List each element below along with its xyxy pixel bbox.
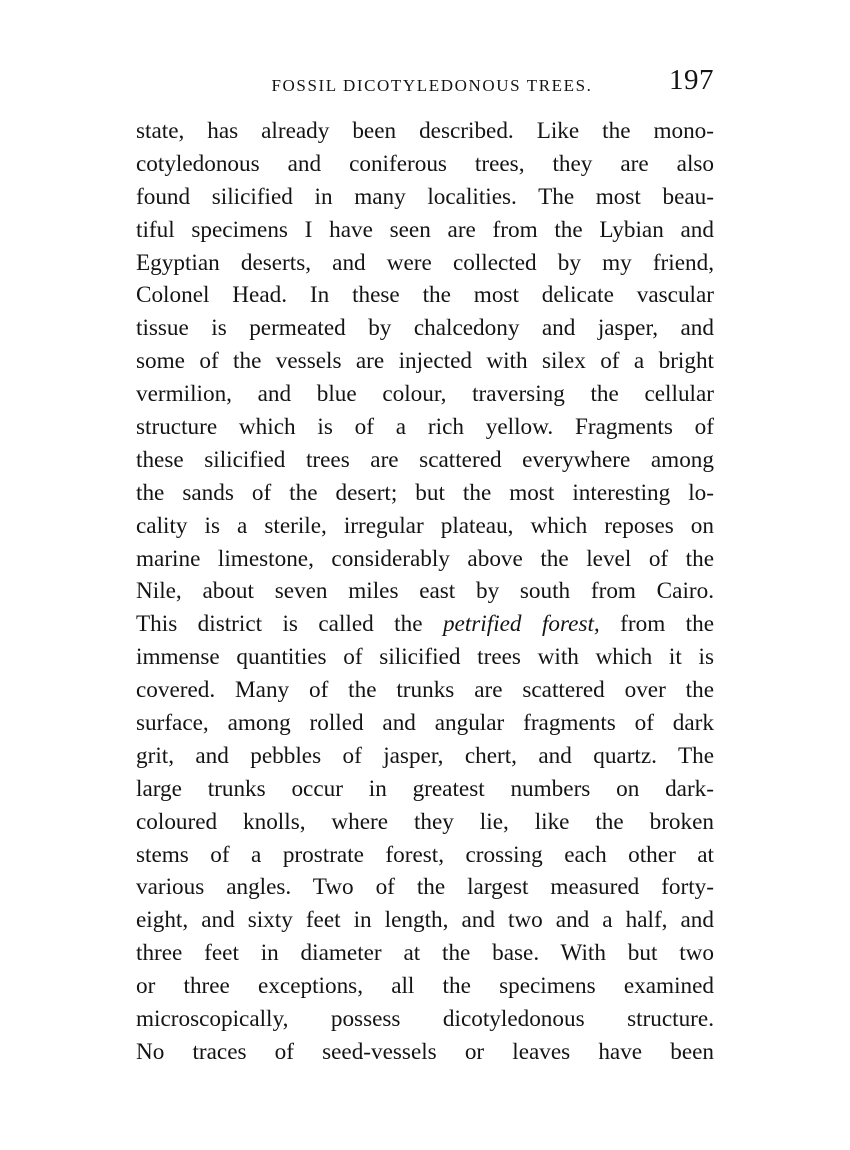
text-line: these silicified trees are scattered everywhere among <box>136 446 714 473</box>
running-head <box>136 60 714 100</box>
text-line: or three exceptions, all the specimens examined <box>136 973 714 1000</box>
text-line: state, has already been described. Like the mono- <box>136 118 714 144</box>
text-line: large trunks occur in greatest numbers on dark- <box>136 775 714 802</box>
text-line: vermilion, and blue colour, traversing the cellular <box>136 381 714 408</box>
text-line: stems of a prostrate forest, crossing each other at <box>136 841 714 868</box>
text-line: structure which is of a rich yellow. Fragments of <box>136 414 714 441</box>
text-line: coloured knolls, where they lie, like the broken <box>136 808 714 835</box>
body-text <box>136 115 714 1069</box>
text-line: Nile, about seven miles east by south from Cairo. <box>136 578 714 605</box>
text-span: from the <box>599 611 714 638</box>
text-line: some of the vessels are injected with silex of a bright <box>136 348 714 375</box>
text-line: marine limestone, considerably above the level of the <box>136 545 714 572</box>
text-line: Colonel Head. In these the most delicate vascular <box>136 282 714 309</box>
text-line: microscopically, possess dicotyledonous structure. <box>136 1006 714 1033</box>
text-line: immense quantities of silicified trees with which it is <box>136 644 714 671</box>
text-line: grit, and pebbles of jasper, chert, and quartz. The <box>136 742 714 769</box>
text-line: surface, among rolled and angular fragments of dark <box>136 710 714 737</box>
text-line: cality is a sterile, irregular plateau, which reposes on <box>136 512 714 539</box>
text-line: covered. Many of the trunks are scattered over the <box>136 677 714 704</box>
text-line: found silicified in many localities. The most beau- <box>136 183 714 210</box>
text-line: tissue is permeated by chalcedony and jasper, and <box>136 315 714 342</box>
text-line: tiful specimens I have seen are from the Lybian and <box>136 216 714 243</box>
text-span: This district is called the <box>136 611 443 638</box>
page-number: 197 <box>669 64 714 96</box>
text-line: eight, and sixty feet in length, and two and a half, and <box>136 907 714 934</box>
text-line: Egyptian deserts, and were collected by my friend, <box>136 249 714 276</box>
running-title: FOSSIL DICOTYLEDONOUS TREES. <box>271 76 593 95</box>
text-line: the sands of the desert; but the most interesting lo- <box>136 479 714 506</box>
text-line: cotyledonous and coniferous trees, they are also <box>136 150 714 177</box>
text-line: No traces of seed-vessels or leaves have been <box>136 1038 714 1065</box>
text-line: various angles. Two of the largest measured forty- <box>136 874 714 901</box>
text-line-with-italic <box>136 608 714 641</box>
italic-term: petrified forest, <box>442 611 600 638</box>
text-line: three feet in diameter at the base. With but two <box>136 940 714 967</box>
